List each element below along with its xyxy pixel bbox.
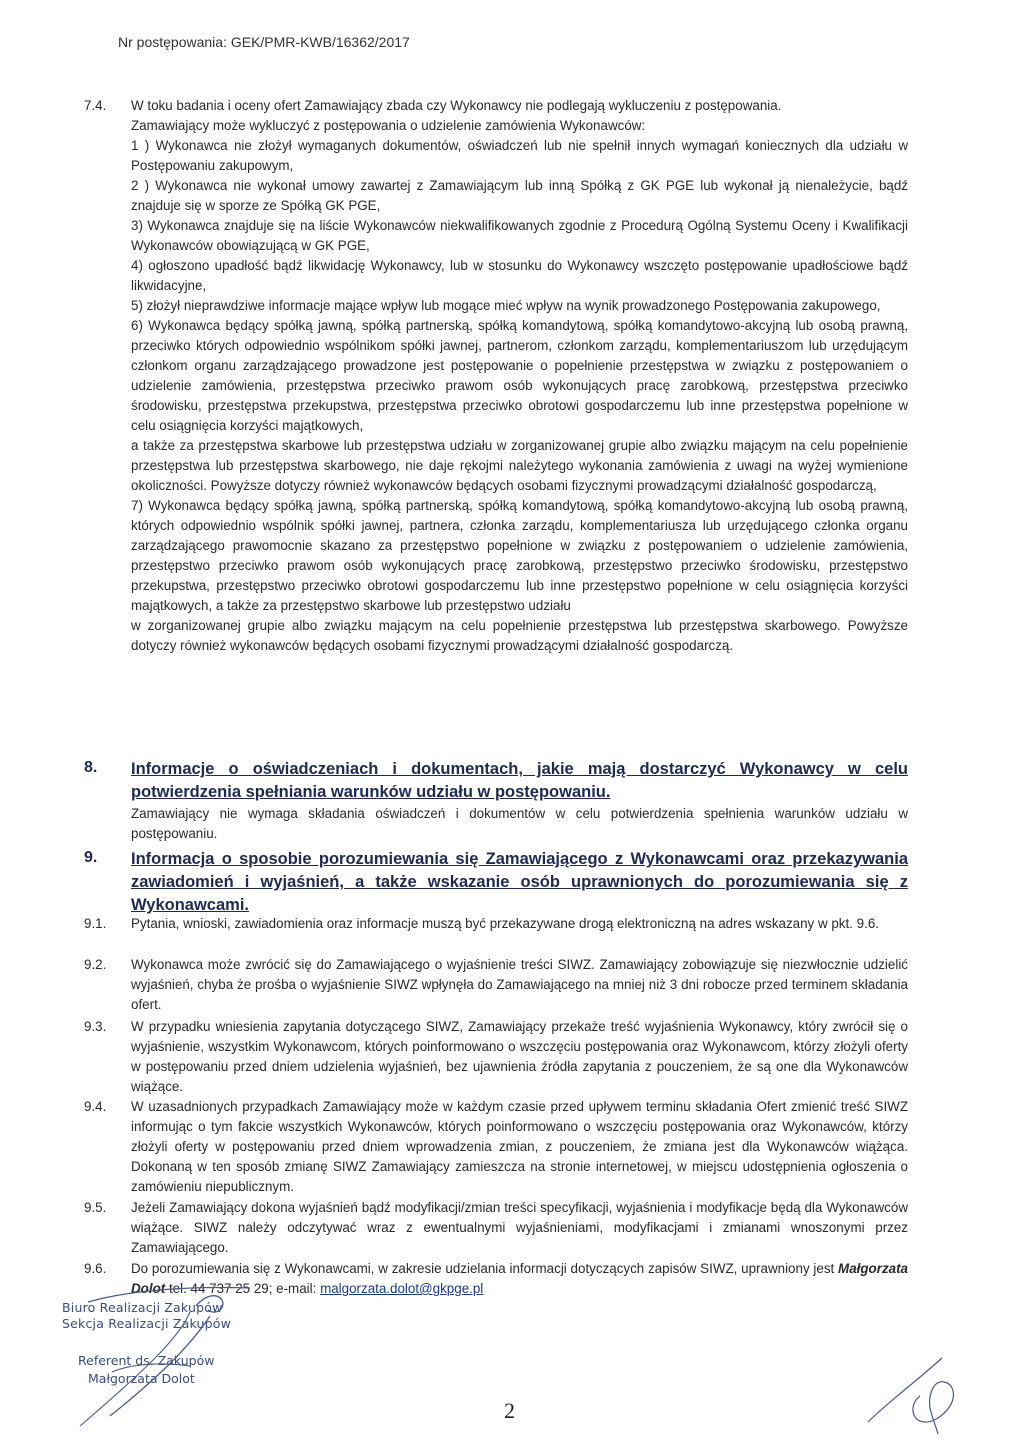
item-number: 9.5. (84, 1200, 107, 1215)
item-text: Pytania, wnioski, zawiadomienia oraz informacje muszą być przekazywane drogą elektroniczną na adres wskazany w pkt. 9.6. (131, 916, 879, 931)
item-number: 9.6. (84, 1261, 107, 1276)
paragraph: Zamawiający nie wymaga składania oświadczeń i dokumentów w celu potwierdzenia spełnienia warunków udziału w postępowaniu. (131, 806, 908, 841)
item-text: W uzasadnionych przypadkach Zamawiający może w każdym czasie przed upływem terminu składania Ofert zmienić treść SIWZ informując o tym fakcie wszystkich Wykonawców, których poinformowano o wszczęciu postępowania oraz Wykonawców, którzy złożyli oferty w postępowaniu przed dniem wprowadzenia zmian, z pouczeniem, że zmiana jest dla Wykonawców wiążąca. Dokonaną w ten sposób zmianę SIWZ Zamawiający zamieszcza na stronie internetowej, w miejscu udostępnienia ogłoszenia o zamówieniu niepublicznym. (131, 1099, 908, 1194)
paragraph: w zorganizowanej grupie albo związku mającym na celu popełnienie przestępstwa lub przestępstwa skarbowego. Powyższe dotyczy również wykonawców będących osobami fizycznymi prowadzącymi działalność gospodarczą. (131, 618, 908, 653)
list-item: 3) Wykonawca znajduje się na liście Wykonawców niekwalifikowanych zgodnie z Procedurą Ogólną Systemu Oceny i Kwalifikacji Wykonawców obowiązującą w GK PGE, (131, 218, 908, 253)
section-number: 7.4. (84, 98, 107, 113)
item-text: Wykonawca może zwrócić się do Zamawiającego o wyjaśnienie treści SIWZ. Zamawiający zobowiązuje się niezwłocznie udzielić wyjaśnień, chyba że prośba o wyjaśnienie SIWZ wpłynęła do Zamawiającego na mniej niż 3 dni robocze przed terminem składania ofert. (131, 957, 908, 1012)
initials-icon (858, 1350, 968, 1440)
item-number: 9.2. (84, 957, 107, 972)
item-9-1 (84, 914, 908, 934)
contact-text: Do porozumiewania się z Wykonawcami, w zakresie udzielania informacji dotyczących zapisów SIWZ, uprawniony jest (131, 1261, 839, 1276)
list-item: 7) Wykonawca będący spółką jawną, spółką partnerską, spółką komandytową, spółką komandytowo-akcyjną lub osobą prawną, których odpowiednio wspólnik spółki jawnej, partnera, członka zarządu, komplementariusza lub urzędującego członka organu zarządzającego prawomocnie skazano za przestępstwo popełnione w związku z postępowaniem o udzielenie zamówienia, przestępstwo przeciwko prawom osób wykonujących pracę zarobkową, przestępstwo przeciwko środowisku, przestępstwo przekupstwa, przestępstwo przeciwko obrotowi gospodarczemu lub inne przestępstwo popełnione w celu osiągnięcia korzyści majątkowych, a także za przestępstwo skarbowe lub przestępstwo udziału (131, 498, 908, 613)
section-number: 9. (84, 849, 98, 866)
item-9-4 (84, 1097, 908, 1197)
item-number: 9.1. (84, 916, 107, 931)
item-number: 9.4. (84, 1099, 107, 1114)
email-link[interactable]: malgorzata.dolot@gkpge.pl (320, 1281, 484, 1296)
paragraph: a także za przestępstwa skarbowe lub przestępstwa udziału w zorganizowanej grupie albo związku mającym na celu popełnienie przestępstwa lub przestępstwa skarbowego, nie daje rękojmi należytego wykonania zamówienia z uwagi na wyżej wymienione okoliczności. Powyższe dotyczy również wykonawców będących osobami fizycznymi prowadzącymi działalność gospodarczą, (131, 438, 908, 493)
item-9-2 (84, 955, 908, 1015)
contact-phone: tel. 44 737 25 29; e-mail: (165, 1281, 321, 1296)
item-text: W przypadku wniesienia zapytania dotyczącego SIWZ, Zamawiający przekaże treść wyjaśnienia Wykonawcy, który zwrócił się o wyjaśnienie, wszystkim Wykonawcom, których poinformowano o wszczęciu postępowania oraz Wykonawcom, którzy złożyli oferty w postępowaniu przed dniem udzielenia wyjaśnień, bez ujawnienia źródła zapytania z pouczeniem, że są one dla Wykonawców wiążące. (131, 1019, 908, 1094)
item-9-3 (84, 1017, 908, 1097)
list-item: 5) złożył nieprawdziwe informacje mające wpływ lub mogące mieć wpływ na wynik prowadzonego Postępowania zakupowego, (131, 298, 881, 313)
document-number-header: Nr postępowania: GEK/PMR-KWB/16362/2017 (118, 34, 410, 50)
stamp-line: Referent ds. Zakupów (78, 1353, 215, 1368)
contact-name: Małgorzata Dolot (131, 1261, 908, 1296)
stamp-line: Małgorzata Dolot (88, 1371, 195, 1386)
list-item: 2 ) Wykonawca nie wykonał umowy zawartej z Zamawiającym lub inną Spółką z GK PGE lub wykonał ją nienależycie, bądź znajduje się w sporze ze Spółką GK PGE, (131, 178, 908, 213)
item-number: 9.3. (84, 1019, 107, 1034)
stamp-line: Biuro Realizacji Zakupów (62, 1300, 223, 1315)
signature-icon (40, 1276, 340, 1436)
section-8 (84, 758, 908, 844)
section-9 (84, 848, 908, 917)
section-heading: Informacja o sposobie porozumiewania się Zamawiającego z Wykonawcami oraz przekazywania zawiadomień i wyjaśnień, a także wskazanie osób uprawnionych do porozumiewania się z Wykonawcami. (131, 850, 908, 914)
stamp-line: Sekcja Realizacji Zakupów (62, 1316, 232, 1331)
list-item: 6) Wykonawca będący spółką jawną, spółką partnerską, spółką komandytową, spółką komandytowo-akcyjną lub osobą prawną, przeciwko których odpowiednio wspólnikom spółki jawnej, partnerom, członkom zarządu, komplementariuszom lub urzędującym członkom organu zarządzającego prowadzone jest postępowanie o popełnienie przestępstwa w związku z postępowaniem o udzielenie zamówienia, przestępstwa przeciwko prawom osób wykonujących pracę zarobkową, przestępstwa przeciwko środowisku, przestępstwa przekupstwa, przestępstwa przeciwko obrotowi gospodarczemu lub inne przestępstwa popełnione w celu osiągnięcia korzyści majątkowych, (131, 318, 908, 433)
section-heading: Informacje o oświadczeniach i dokumentach, jakie mają dostarczyć Wykonawcy w celu potwierdzenia spełniania warunków udziału w postępowaniu. (131, 760, 908, 801)
paragraph: Zamawiający może wykluczyć z postępowania o udzielenie zamówienia Wykonawców: (131, 118, 646, 133)
list-item: 4) ogłoszono upadłość bądź likwidację Wykonawcy, lub w stosunku do Wykonawcy wszczęto postępowanie upadłościowe bądź likwidacyjne, (131, 258, 908, 293)
item-text: Jeżeli Zamawiający dokona wyjaśnień bądź modyfikacji/zmian treści specyfikacji, wyjaśnienia i modyfikacje będą dla Wykonawców wiążące. SIWZ należy odczytywać wraz z ewentualnymi wyjaśnieniami, modyfikacjami i zmianami wnoszonymi przez Zamawiającego. (131, 1200, 908, 1255)
paragraph: W toku badania i oceny ofert Zamawiający zbada czy Wykonawcy nie podlegają wykluczeniu z postępowania. (131, 98, 782, 113)
section-number: 8. (84, 759, 98, 776)
list-item: 1 ) Wykonawca nie złożył wymaganych dokumentów, oświadczeń lub nie spełnił innych wymagań koniecznych dla udziału w Postępowaniu zakupowym, (131, 138, 908, 173)
page-number: 2 (504, 1398, 515, 1423)
section-7-4 (84, 96, 908, 656)
item-9-5 (84, 1198, 908, 1258)
